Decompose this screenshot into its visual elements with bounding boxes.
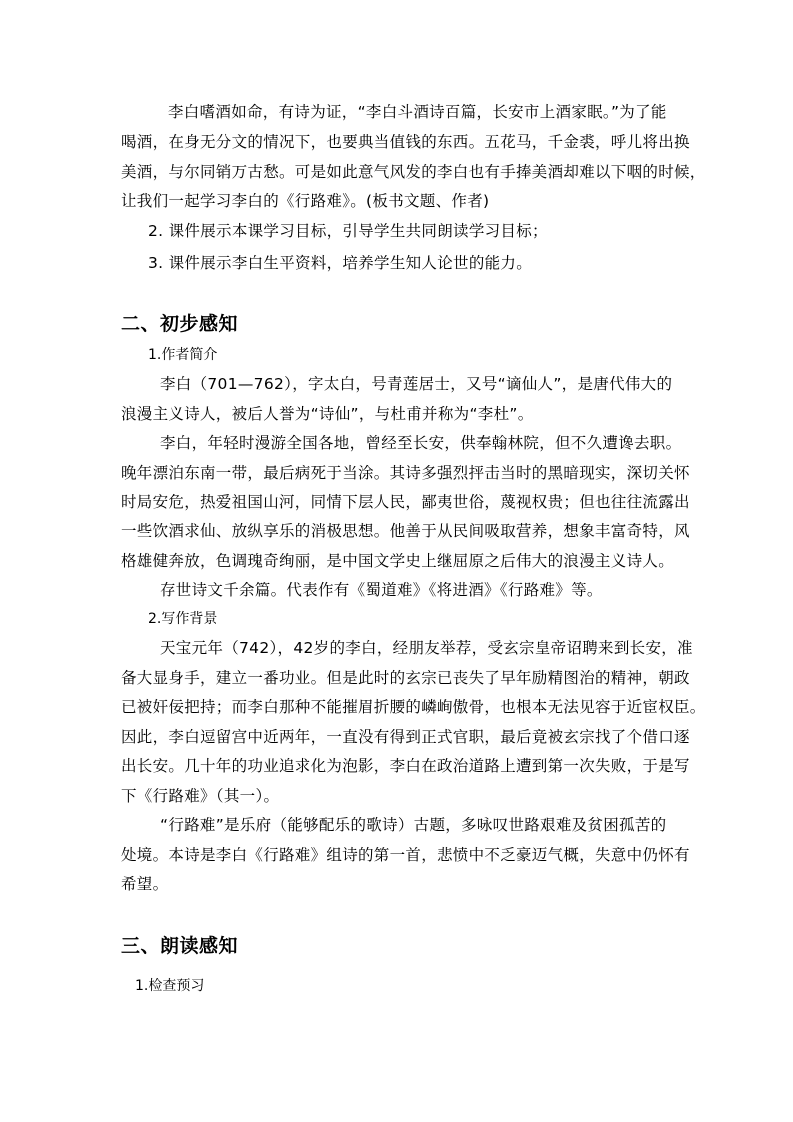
bio-line-5: 格雄健奔放，色调瑰奇绚丽，是中国文学史上继屈原之后伟大的浪漫主义诗人。 xyxy=(121,552,675,570)
step-3: 3. 课件展示李白生平资料，培养学生知人论世的能力。 xyxy=(148,254,533,272)
section-heading-2: 二、初步感知 xyxy=(121,313,239,335)
title-note-line-2: 处境。本诗是李白《行路难》组诗的第一首，悲愤中不乏豪迈气概，失意中仍怀有 xyxy=(121,846,690,864)
background-line-1: 天宝元年（742），42岁的李白，经朋友举荐，受玄宗皇帝诏聘来到长安，准 xyxy=(160,639,693,657)
background-line-6: 下《行路难》（其一）。 xyxy=(121,787,280,805)
bio-line-1: 李白，年轻时漫游全国各地，曾经至长安，供奉翰林院，但不久遭谗去职。 xyxy=(160,434,682,452)
subheading-author: 1.作者简介 xyxy=(148,347,218,363)
title-note-line-1: “行路难”是乐府（能够配乐的歌诗）古题，多咏叹世路艰难及贫困孤苦的 xyxy=(160,816,667,834)
background-line-4: 因此，李白逗留宫中近两年，一直没有得到正式官职，最后竟被玄宗找了个借口逐 xyxy=(121,728,690,746)
intro-line-2: 喝酒，在身无分文的情况下，也要典当值钱的东西。五花马，千金裘，呼儿将出换 xyxy=(121,133,690,151)
background-line-2: 备大显身手，建立一番功业。但是此时的玄宗已丧失了早年励精图治的精神，朝政 xyxy=(121,669,690,687)
intro-line-4: 让我们一起学习李白的《行路难》。(板书文题、作者) xyxy=(121,192,490,210)
step-2: 2. 课件展示本课学习目标，引导学生共同朗读学习目标； xyxy=(148,222,548,240)
subheading-background: 2.写作背景 xyxy=(148,611,218,627)
bio-line-2: 晚年漂泊东南一带，最后病死于当涂。其诗多强烈抨击当时的黑暗现实，深切关怀 xyxy=(121,464,690,482)
bio-line-3: 时局安危，热爱祖国山河，同情下层人民，鄙夷世俗，蔑视权贵；但也往往流露出 xyxy=(121,493,690,511)
author-line-1: 李白（701—762），字太白，号青莲居士，又号“谪仙人”，是唐代伟大的 xyxy=(160,375,673,393)
title-note-line-3: 希望。 xyxy=(121,875,169,893)
subheading-preview: 1.检查预习 xyxy=(135,978,205,994)
background-line-5: 出长安。几十年的功业追求化为泡影，李白在政治道路上遭到第一次失败，于是写 xyxy=(121,757,690,775)
intro-line-3: 美酒，与尔同销万古愁。可是如此意气风发的李白也有手捧美酒却难以下咽的时候， xyxy=(121,163,706,181)
background-line-3: 已被奸佞把持；而李白那种不能摧眉折腰的嶙峋傲骨，也根本无法见容于近宦权臣。 xyxy=(121,698,706,716)
works-line: 存世诗文千余篇。代表作有《蜀道难》《将进酒》《行路难》等。 xyxy=(160,581,603,599)
author-line-2: 浪漫主义诗人，被后人誉为“诗仙”，与杜甫并称为“李杜”。 xyxy=(121,405,534,423)
section-heading-3: 三、朗读感知 xyxy=(121,935,239,957)
bio-line-4: 一些饮酒求仙、放纵享乐的消极思想。他善于从民间吸取营养，想象丰富奇特，风 xyxy=(121,522,690,540)
intro-line-1: 李白嗜酒如命，有诗为证，“李白斗酒诗百篇，长安市上酒家眠。”为了能 xyxy=(168,103,667,121)
